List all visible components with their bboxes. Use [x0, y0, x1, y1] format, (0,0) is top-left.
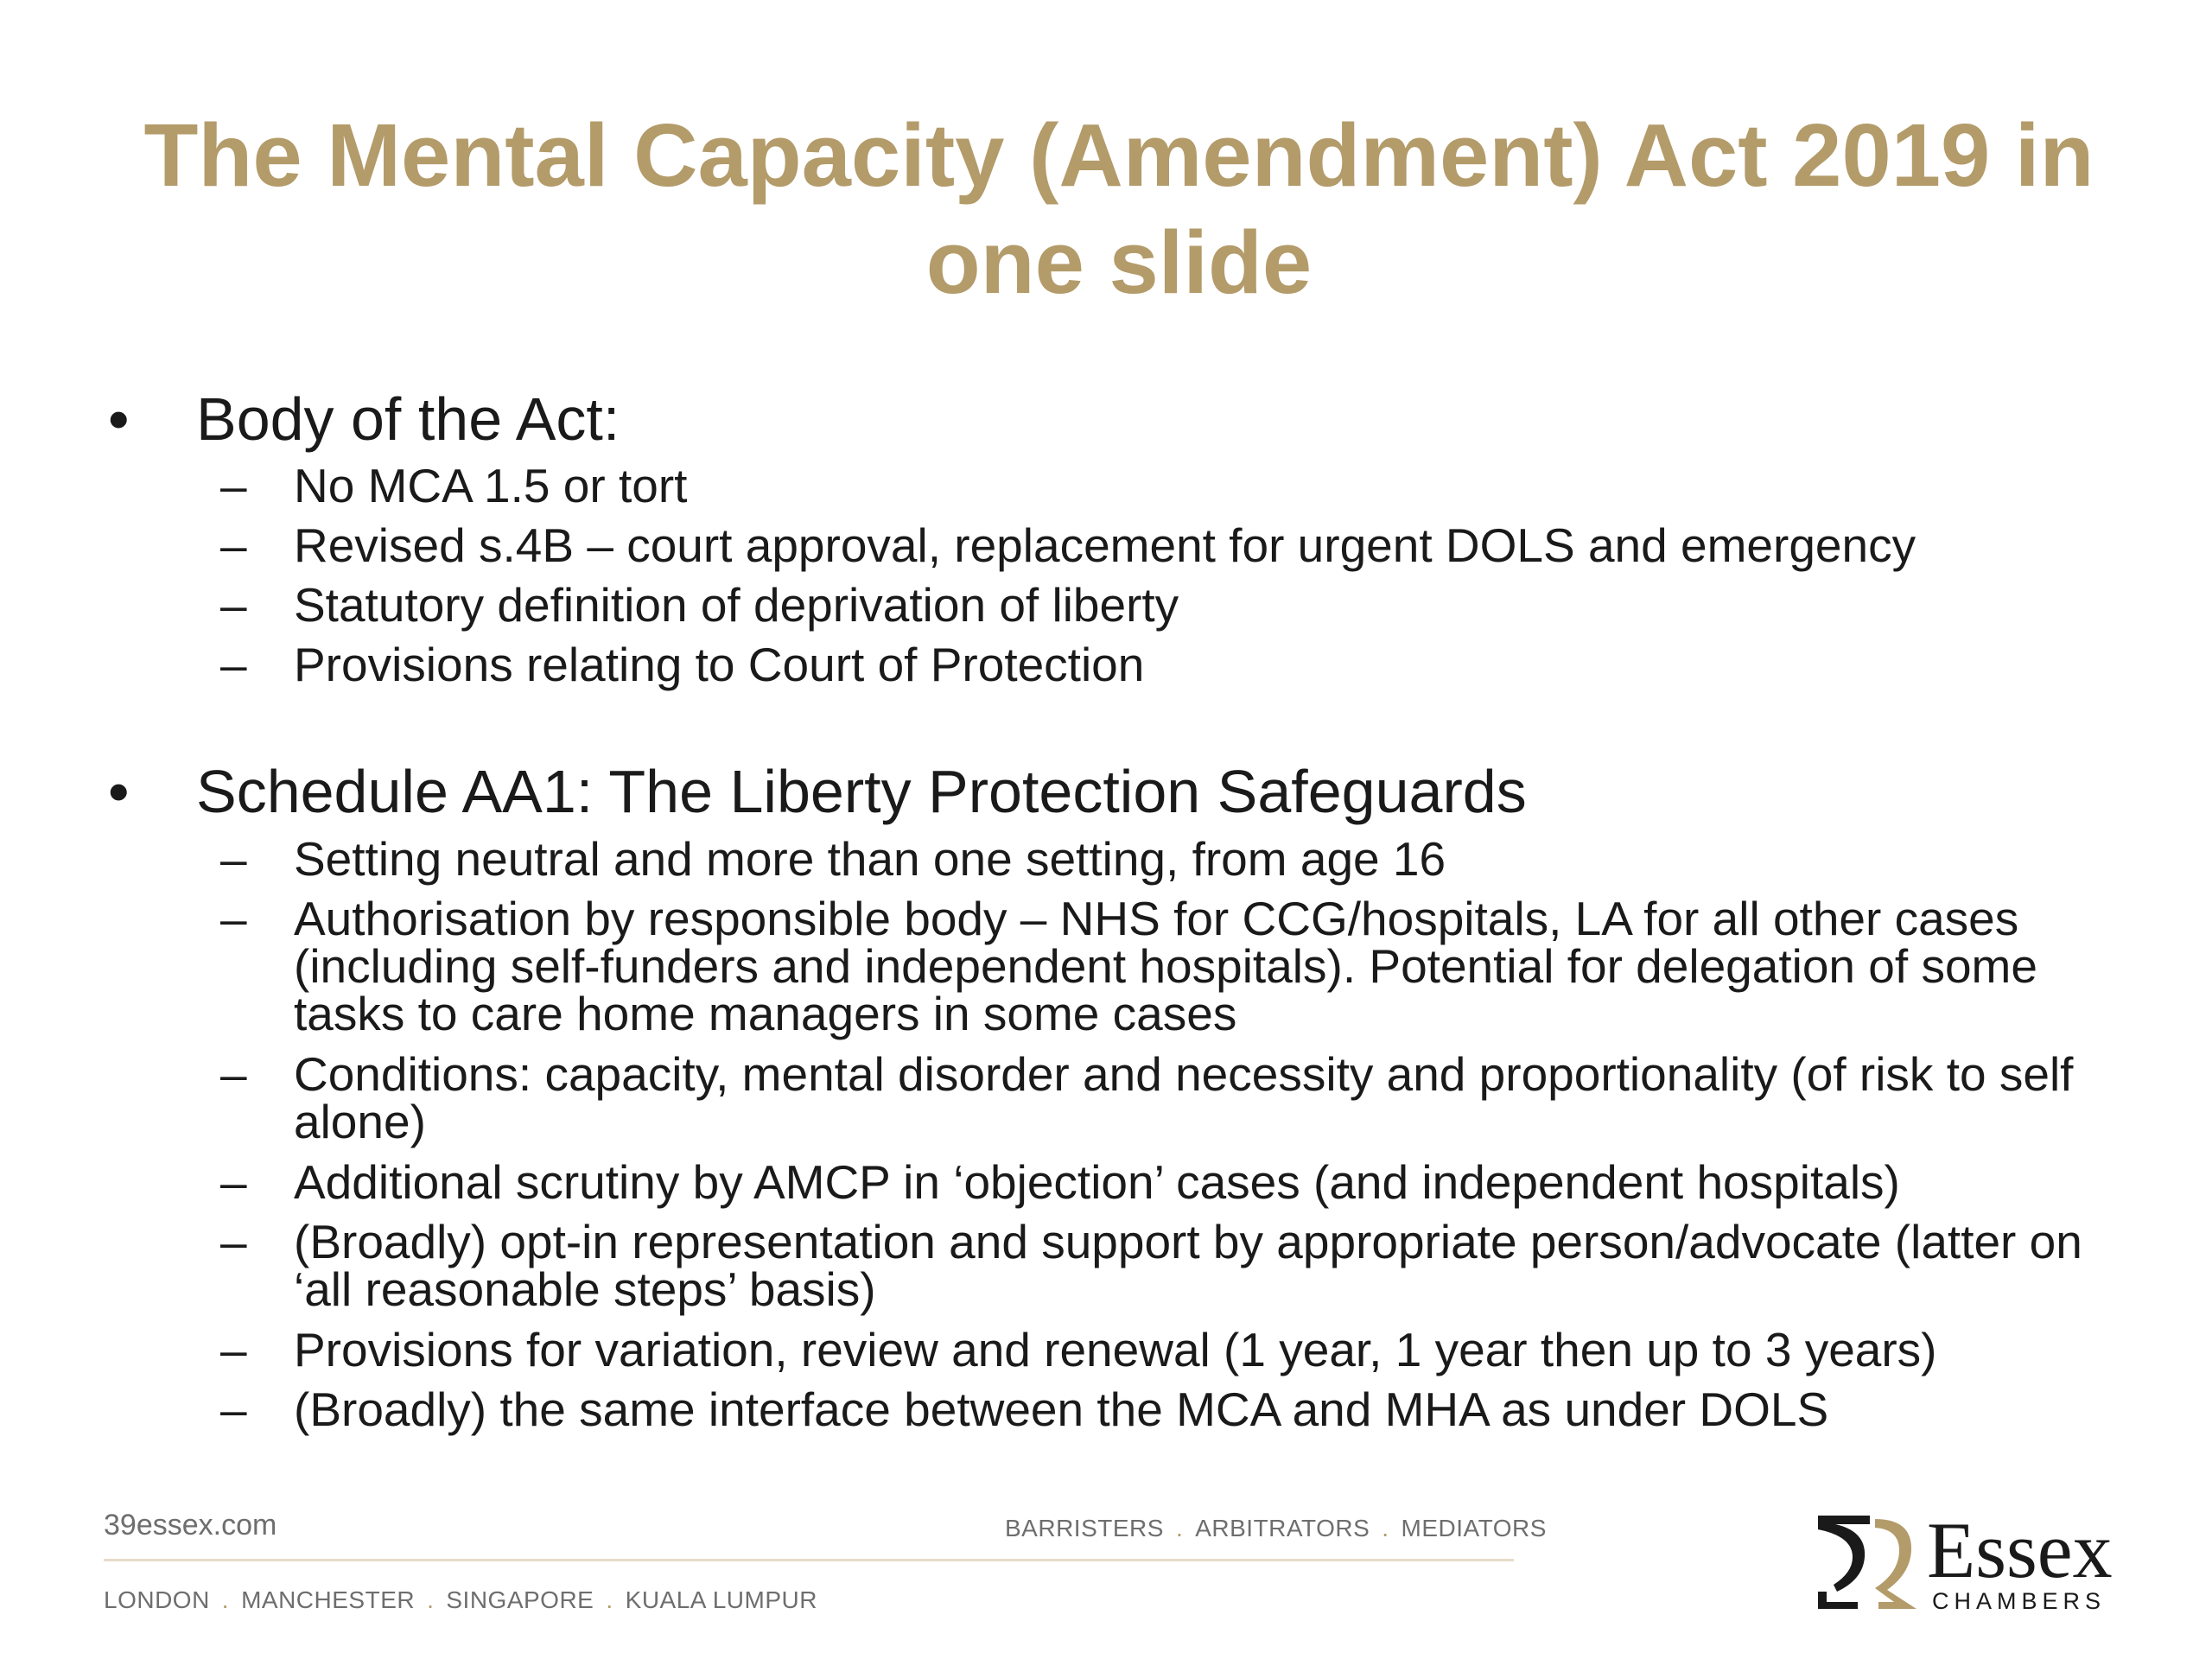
footer-city: SINGAPORE — [446, 1586, 594, 1613]
logo-wordmark: Essex — [1927, 1506, 2113, 1594]
footer-cities — [104, 1586, 817, 1615]
title-line-1: The Mental Capacity (Amendment) Act 2019 in — [143, 105, 2094, 205]
logo-subtitle: CHAMBERS — [1932, 1588, 2107, 1614]
dash-marker: – — [220, 1047, 247, 1101]
footer-role: MEDIATORS — [1401, 1515, 1547, 1541]
sub-bullet-text: Statutory definition of deprivation of liberty — [294, 578, 1179, 632]
dash-marker: – — [220, 1155, 247, 1209]
sub-bullet-text: ‘all reasonable steps’ basis) — [294, 1262, 876, 1316]
sub-bullet-text: Conditions: capacity, mental disorder and necessity and proportionality (of risk to self — [294, 1047, 2074, 1101]
sub-bullet-text: Provisions for variation, review and renewal (1 year, 1 year then up to 3 years) — [294, 1323, 1937, 1376]
bullet-dot: • — [108, 758, 130, 825]
dash-marker: – — [220, 1323, 247, 1376]
sub-bullet-text: (Broadly) the same interface between the MCA and MHA as under DOLS — [294, 1382, 1829, 1436]
sub-bullet-text: Revised s.4B – court approval, replacement for urgent DOLS and emergency — [294, 518, 1916, 572]
footer-city: MANCHESTER — [241, 1586, 416, 1613]
dash-marker: – — [220, 518, 247, 572]
bullet-heading: Body of the Act: — [196, 385, 620, 453]
footer-separator: . — [427, 1586, 435, 1613]
footer-role: BARRISTERS — [1005, 1515, 1164, 1541]
footer-separator: . — [221, 1586, 230, 1613]
footer-separator: . — [606, 1586, 613, 1613]
footer-roles — [1005, 1514, 1547, 1543]
footer-role: ARBITRATORS — [1195, 1515, 1370, 1541]
sub-bullet-text: No MCA 1.5 or tort — [294, 459, 688, 512]
logo-39-mark-icon — [1815, 1512, 1927, 1616]
dash-marker: – — [220, 638, 247, 691]
sub-bullet-text: (including self-funders and independent hospitals). Potential for delegation of some — [294, 939, 2037, 993]
dash-marker: – — [220, 892, 247, 945]
dash-marker: – — [220, 459, 247, 512]
footer-separator: . — [1382, 1515, 1389, 1541]
sub-bullet-text: tasks to care home managers in some cases — [294, 987, 1237, 1040]
dash-marker: – — [220, 832, 247, 886]
footer-separator: . — [1175, 1515, 1184, 1541]
footer-website: 39essex.com — [104, 1509, 277, 1541]
essex-chambers-logo — [1815, 1506, 2126, 1616]
dash-marker: – — [220, 1215, 247, 1268]
footer-city: KUALA LUMPUR — [625, 1586, 817, 1613]
sub-bullet-text: Setting neutral and more than one setting, from age 16 — [294, 832, 1446, 886]
dash-marker: – — [220, 1382, 247, 1436]
title-line-2: one slide — [925, 213, 1313, 312]
bullet-heading: Schedule AA1: The Liberty Protection Safeguards — [196, 758, 1527, 825]
sub-bullet-text: (Broadly) opt-in representation and support by appropriate person/advocate (latter on — [294, 1215, 2082, 1268]
dash-marker: – — [220, 578, 247, 632]
footer-city: LONDON — [104, 1586, 210, 1613]
sub-bullet-text: alone) — [294, 1095, 426, 1148]
bullet-dot: • — [108, 385, 130, 453]
footer-divider — [104, 1559, 1514, 1561]
sub-bullet-text: Provisions relating to Court of Protection — [294, 638, 1145, 691]
sub-bullet-text: Authorisation by responsible body – NHS for CCG/hospitals, LA for all other cases — [294, 892, 2019, 945]
sub-bullet-text: Additional scrutiny by AMCP in ‘objection’ cases (and independent hospitals) — [294, 1155, 1900, 1209]
slide-title — [104, 102, 2134, 316]
